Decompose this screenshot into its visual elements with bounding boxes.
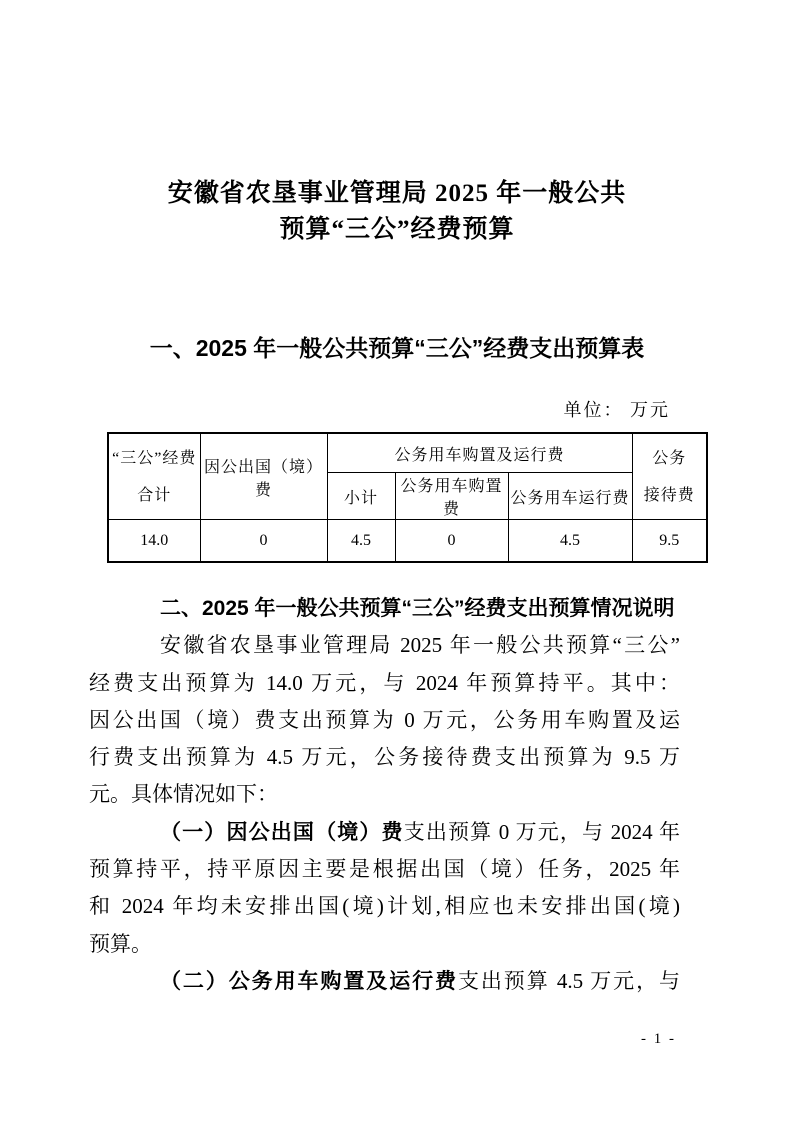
page-number: - 1 - bbox=[641, 1031, 676, 1047]
value-total: 14.0 bbox=[108, 520, 200, 563]
document-title-line2: 预算“三公”经费预算 bbox=[279, 216, 515, 243]
header-total-line2: 合计 bbox=[137, 486, 172, 504]
para1-line2: 经费支出预算为 14.0 万元，与 2024 年预算持平。其中： bbox=[89, 670, 680, 695]
section1-heading: 一、2025 年一般公共预算“三公”经费支出预算表 bbox=[149, 335, 645, 361]
para3-lead-rest: 支出预算 4.5 万元，与 bbox=[457, 968, 681, 993]
header-cell-reception bbox=[632, 433, 707, 520]
header-cell-total bbox=[108, 433, 200, 520]
para2-line2: 预算持平，持平原因主要是根据出国（境）任务，2025 年 bbox=[89, 857, 680, 882]
para3-bold-lead: （二）公务用车购置及运行费 bbox=[160, 968, 458, 993]
para3-line1 bbox=[89, 963, 680, 1000]
section2-heading: 二、2025 年一般公共预算“三公”经费支出预算情况说明 bbox=[160, 597, 675, 620]
value-abroad: 0 bbox=[200, 520, 327, 563]
value-vehicle-purchase: 0 bbox=[395, 520, 508, 563]
header-total-line1: “三公”经费 bbox=[112, 449, 197, 467]
header-reception-line2: 接待费 bbox=[643, 486, 695, 504]
header-cell-abroad: 因公出国（境）费 bbox=[200, 433, 327, 520]
section2-body bbox=[89, 590, 680, 1000]
header-cell-vehicle-subtotal: 小计 bbox=[327, 473, 395, 520]
header-reception-line1: 公务 bbox=[652, 449, 687, 467]
para1-line4: 行费支出预算为 4.5 万元，公务接待费支出预算为 9.5 万 bbox=[89, 745, 680, 770]
document-title bbox=[0, 176, 794, 248]
para1-line3: 因公出国（境）费支出预算为 0 万元，公务用车购置及运 bbox=[89, 707, 680, 732]
value-vehicle-subtotal: 4.5 bbox=[327, 520, 395, 563]
para2-line3: 和 2024 年均未安排出国(境)计划,相应也未安排出国(境) bbox=[89, 894, 680, 919]
document-title-line1: 安徽省农垦事业管理局 2025 年一般公共 bbox=[167, 180, 627, 207]
header-cell-vehicle-group: 公务用车购置及运行费 bbox=[327, 433, 632, 473]
para2-lead-rest: 支出预算 0 万元，与 2024 年 bbox=[403, 819, 681, 844]
header-cell-vehicle-purchase: 公务用车购置费 bbox=[395, 473, 508, 520]
header-cell-vehicle-operation: 公务用车运行费 bbox=[508, 473, 632, 520]
value-vehicle-operation: 4.5 bbox=[508, 520, 632, 563]
para1-line1: 安徽省农垦事业管理局 2025 年一般公共预算“三公” bbox=[160, 633, 680, 658]
para2-bold-lead: （一）因公出国（境）费 bbox=[160, 819, 404, 844]
para2-line4: 预算。 bbox=[89, 931, 152, 956]
value-reception: 9.5 bbox=[632, 520, 707, 563]
table-data-row bbox=[108, 520, 707, 563]
para1-line5: 元。具体情况如下： bbox=[89, 782, 278, 807]
budget-table bbox=[107, 432, 708, 563]
table-unit-label: 单位： 万元 bbox=[563, 400, 670, 420]
para2-line1 bbox=[89, 814, 680, 851]
